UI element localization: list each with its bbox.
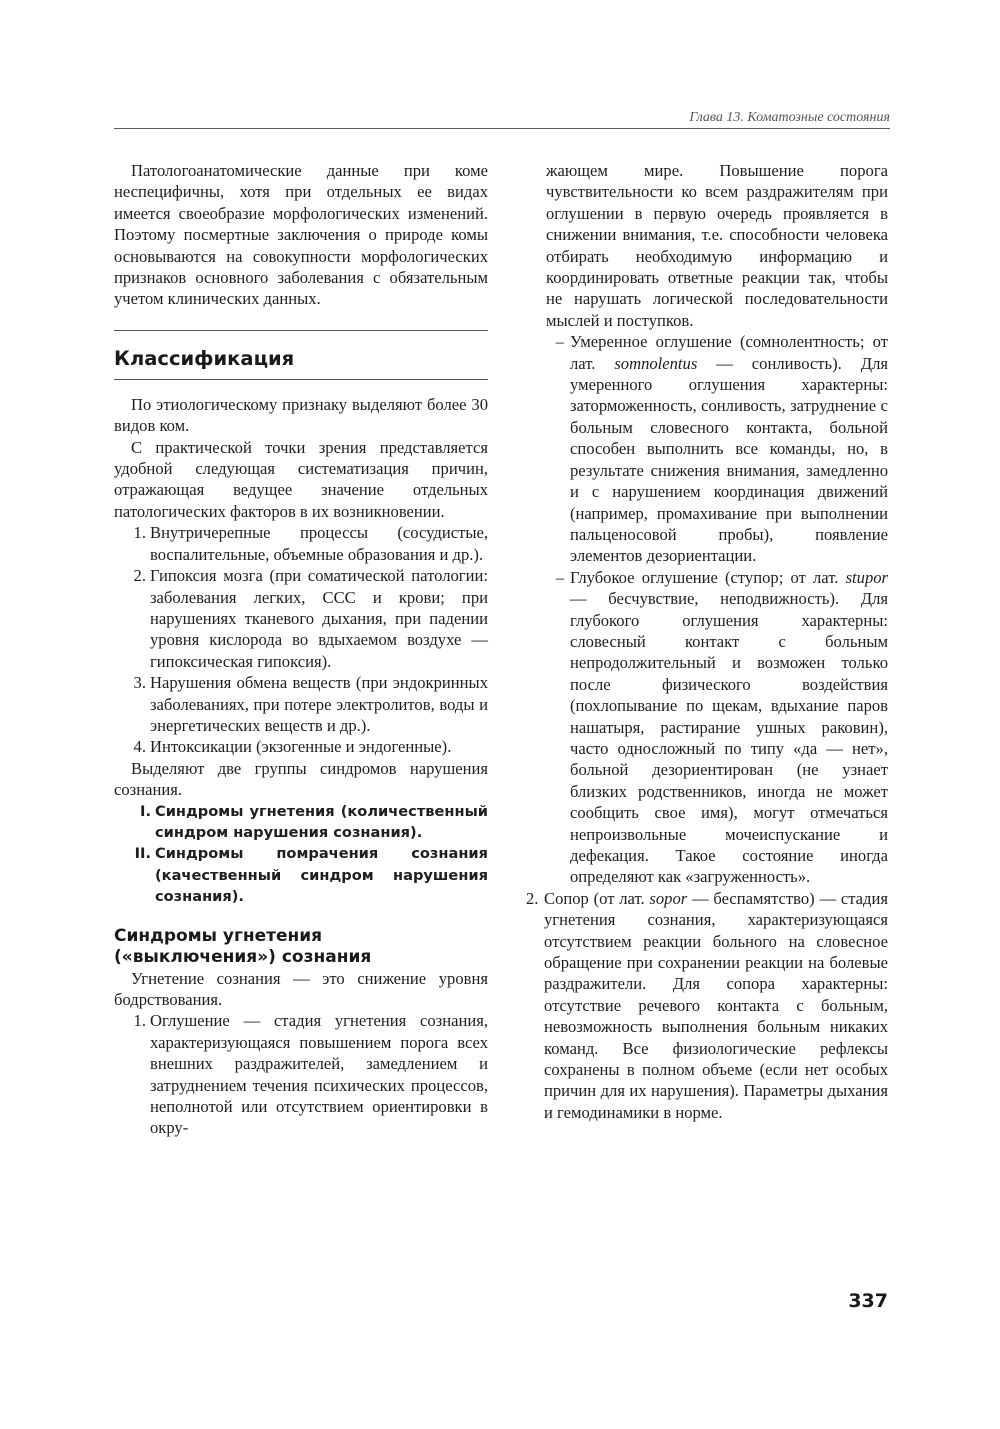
dash-item-deep: – Глубокое оглушение (ступор; от лат. stupor — бесчувствие, неподвижность). Для глубокого оглушения характерны: словесный контакт с больным непродолжительный и возможен только после физического воздействия (похлопывание по щекам, вдыхание паров нашатыря, растирание ушных раковин), часто односложный по типу «да — нет», больной дезориентирован (не узнает близких родственников, иногда не может сообщить свое имя), могут отмечаться непроизвольные мочеиспускание и дефекация. Такое состояние иногда определяют как «загруженность».	[555, 567, 888, 887]
running-header: Глава 13. Коматозные состояния	[114, 108, 890, 129]
left-column	[114, 160, 488, 1139]
list-item: 1. Оглушение — стадия угнетения сознания, характеризующаяся повышением порога всех внешних раздражителей, замедлением и затруднением течения психических процессов, неполнотой или отсутствием ориентировки в окру-	[133, 1011, 488, 1138]
continuation-paragraph: жающем мире. Повышение порога чувствительности ко всем раздражителям при оглушении в первую очередь проявляется в снижении внимания, т.е. способности человека отбирать необходимую информацию и координировать ответные реакции так, чтобы не нарушать логической последовательности мыслей и поступков.	[546, 161, 888, 330]
latin-term: stupor	[845, 567, 888, 587]
intro-paragraph: Патологоанатомические данные при коме неспецифичны, хотя при отдельных ее видах имеется своеобразие морфологических изменений. Поэтому посмертные заключения о природе комы основываются на совокупности морфологических признаков основного заболевания с обязательным учетом клинических данных.	[114, 161, 488, 309]
continuation-block	[530, 160, 888, 331]
list-item: II. Синдромы помрачения сознания (качественный синдром нарушения сознания).	[134, 845, 488, 906]
paragraph-practical: С практической точки зрения представляется удобной следующая систематизация причин, отражающая ведущее значение отдельных патологических факторов в их возникновении.	[114, 437, 488, 521]
dash-item-moderate: – Умеренное оглушение (сомнолентность; от лат. somnolentus — сонливость). Для умеренного оглушения характерны: заторможенность, сонливость, затруднение с больным словесного контакта, больной способен выполнить все команды, но, в результате снижения внимания, замедленно и с нарушением координация движений (например, промахивание при выполнении пальценосовой пробы), появление элементов дезориентации.	[555, 332, 888, 566]
right-column	[526, 160, 888, 1123]
list-item: 1. Внутричерепные процессы (сосудистые, воспалительные, объемные образования и др.).	[133, 523, 488, 564]
page-number: 337	[848, 1290, 888, 1312]
list-item: I. Синдромы угнетения (количественный синдром нарушения сознания).	[140, 802, 488, 841]
section-heading-classification: Классификация	[114, 330, 488, 380]
list-item: 3. Нарушения обмена веществ (при эндокринных заболеваниях, при потере электролитов, воды и энергетических веществ и др.).	[133, 673, 488, 735]
stages-list	[114, 1010, 488, 1138]
syndrome-groups-list	[114, 801, 488, 908]
latin-term: somnolentus	[614, 353, 698, 373]
paragraph-etiology: По этиологическому признаку выделяют более 30 видов ком.	[114, 394, 488, 436]
paragraph-definition: Угнетение сознания — это снижение уровня бодрствования.	[114, 968, 488, 1009]
subsection-heading: Синдромы угнетения («выключения») сознания	[114, 925, 372, 967]
paragraph-groups: Выделяют две группы синдромов нарушения сознания.	[114, 758, 488, 800]
list-item-sopor: 2. Сопор (от лат. sopor — беспамятство) — стадия угнетения сознания, характеризующаяся отсутствием реакции больного на словесное обращение при сохранении реакции на болевые раздражители. Для сопора характерны: отсутствие речевого контакта с больным, невозможность выполнения больным никаких команд. Все физиологические рефлексы сохранены в полном объеме (если нет особых причин для их нарушения). Параметры дыхания и гемодинамики в норме.	[526, 888, 888, 1122]
causes-list	[114, 522, 488, 757]
list-item: 2. Гипоксия мозга (при соматической патологии: заболевания легких, ССС и крови; при нарушениях тканевого дыхания, при падении уровня кислорода во вдыхаемом воздухе — гипоксическая гипоксия).	[133, 566, 488, 671]
list-item: 4. Интоксикации (экзогенные и эндогенные).	[133, 737, 452, 757]
latin-term: sopor	[649, 888, 688, 908]
